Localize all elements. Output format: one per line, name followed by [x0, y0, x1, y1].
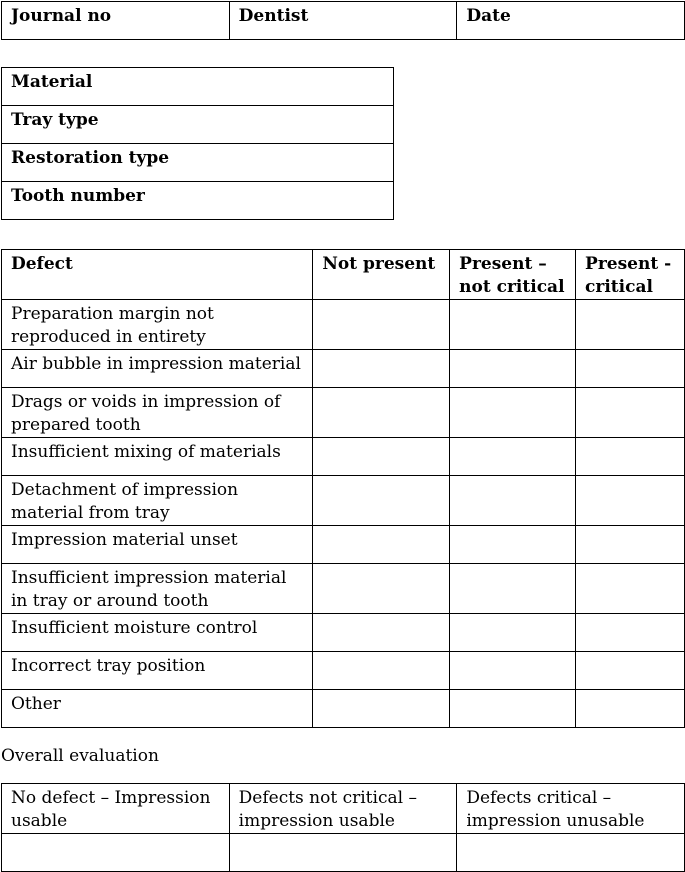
present-not-critical-checkbox-cell[interactable]	[450, 388, 576, 438]
present-critical-checkbox-cell[interactable]	[576, 564, 685, 614]
present-critical-checkbox-cell[interactable]	[576, 438, 685, 476]
table-row	[2, 476, 685, 526]
not-present-checkbox-cell[interactable]	[313, 614, 450, 652]
not-present-column-header: Not present	[313, 250, 450, 300]
defect-label: Incorrect tray position	[2, 652, 313, 690]
overall-evaluation-table	[1, 783, 685, 872]
present-critical-checkbox-cell[interactable]	[576, 614, 685, 652]
present-critical-checkbox-cell[interactable]	[576, 350, 685, 388]
defects-table	[1, 249, 685, 728]
date-cell[interactable]: Date	[457, 2, 685, 40]
not-present-checkbox-cell[interactable]	[313, 300, 450, 350]
present-not-critical-checkbox-cell[interactable]	[450, 652, 576, 690]
defect-label: Preparation margin not reproduced in entirety	[2, 300, 313, 350]
present-critical-checkbox-cell[interactable]	[576, 300, 685, 350]
present-critical-checkbox-cell[interactable]	[576, 690, 685, 728]
not-present-checkbox-cell[interactable]	[313, 388, 450, 438]
table-row	[2, 350, 685, 388]
defect-label: Air bubble in impression material	[2, 350, 313, 388]
tooth-number-cell[interactable]: Tooth number	[2, 182, 394, 220]
dentist-cell[interactable]: Dentist	[229, 2, 457, 40]
overall-marks-row	[2, 834, 685, 872]
not-present-checkbox-cell[interactable]	[313, 690, 450, 728]
table-row	[2, 652, 685, 690]
not-present-checkbox-cell[interactable]	[313, 476, 450, 526]
defect-label: Drags or voids in impression of prepared tooth	[2, 388, 313, 438]
table-row	[2, 438, 685, 476]
present-not-critical-checkbox-cell[interactable]	[450, 564, 576, 614]
defects-critical-mark-cell[interactable]	[457, 834, 685, 872]
present-not-critical-checkbox-cell[interactable]	[450, 614, 576, 652]
no-defect-option: No defect – Impression usable	[2, 784, 230, 834]
present-critical-checkbox-cell[interactable]	[576, 476, 685, 526]
no-defect-mark-cell[interactable]	[2, 834, 230, 872]
info-row	[2, 182, 394, 220]
present-critical-column-header: Present - critical	[576, 250, 685, 300]
table-row	[2, 614, 685, 652]
table-row	[2, 690, 685, 728]
present-critical-checkbox-cell[interactable]	[576, 652, 685, 690]
present-not-critical-checkbox-cell[interactable]	[450, 438, 576, 476]
info-row	[2, 106, 394, 144]
present-critical-checkbox-cell[interactable]	[576, 526, 685, 564]
defect-label: Other	[2, 690, 313, 728]
tray-type-cell[interactable]: Tray type	[2, 106, 394, 144]
journal-no-cell[interactable]: Journal no	[2, 2, 230, 40]
defects-not-critical-mark-cell[interactable]	[229, 834, 457, 872]
defect-label: Detachment of impression material from tray	[2, 476, 313, 526]
not-present-checkbox-cell[interactable]	[313, 652, 450, 690]
present-not-critical-checkbox-cell[interactable]	[450, 526, 576, 564]
present-not-critical-checkbox-cell[interactable]	[450, 476, 576, 526]
present-critical-checkbox-cell[interactable]	[576, 388, 685, 438]
present-not-critical-checkbox-cell[interactable]	[450, 300, 576, 350]
header-row	[2, 2, 685, 40]
material-cell[interactable]: Material	[2, 68, 394, 106]
not-present-checkbox-cell[interactable]	[313, 438, 450, 476]
info-row	[2, 68, 394, 106]
present-not-critical-column-header: Present – not critical	[450, 250, 576, 300]
info-row	[2, 144, 394, 182]
table-row	[2, 564, 685, 614]
not-present-checkbox-cell[interactable]	[313, 350, 450, 388]
defect-label: Insufficient mixing of materials	[2, 438, 313, 476]
present-not-critical-checkbox-cell[interactable]	[450, 690, 576, 728]
defects-critical-option: Defects critical – impression unusable	[457, 784, 685, 834]
overall-options-row	[2, 784, 685, 834]
not-present-checkbox-cell[interactable]	[313, 526, 450, 564]
defects-not-critical-option: Defects not critical – impression usable	[229, 784, 457, 834]
defects-header-row	[2, 250, 685, 300]
defect-label: Impression material unset	[2, 526, 313, 564]
defect-label: Insufficient impression material in tray or around tooth	[2, 564, 313, 614]
overall-evaluation-label: Overall evaluation	[1, 746, 159, 766]
defect-label: Insufficient moisture control	[2, 614, 313, 652]
table-row	[2, 300, 685, 350]
not-present-checkbox-cell[interactable]	[313, 564, 450, 614]
table-row	[2, 388, 685, 438]
header-table	[1, 1, 685, 40]
restoration-type-cell[interactable]: Restoration type	[2, 144, 394, 182]
info-table	[1, 67, 394, 220]
table-row	[2, 526, 685, 564]
defect-column-header: Defect	[2, 250, 313, 300]
present-not-critical-checkbox-cell[interactable]	[450, 350, 576, 388]
